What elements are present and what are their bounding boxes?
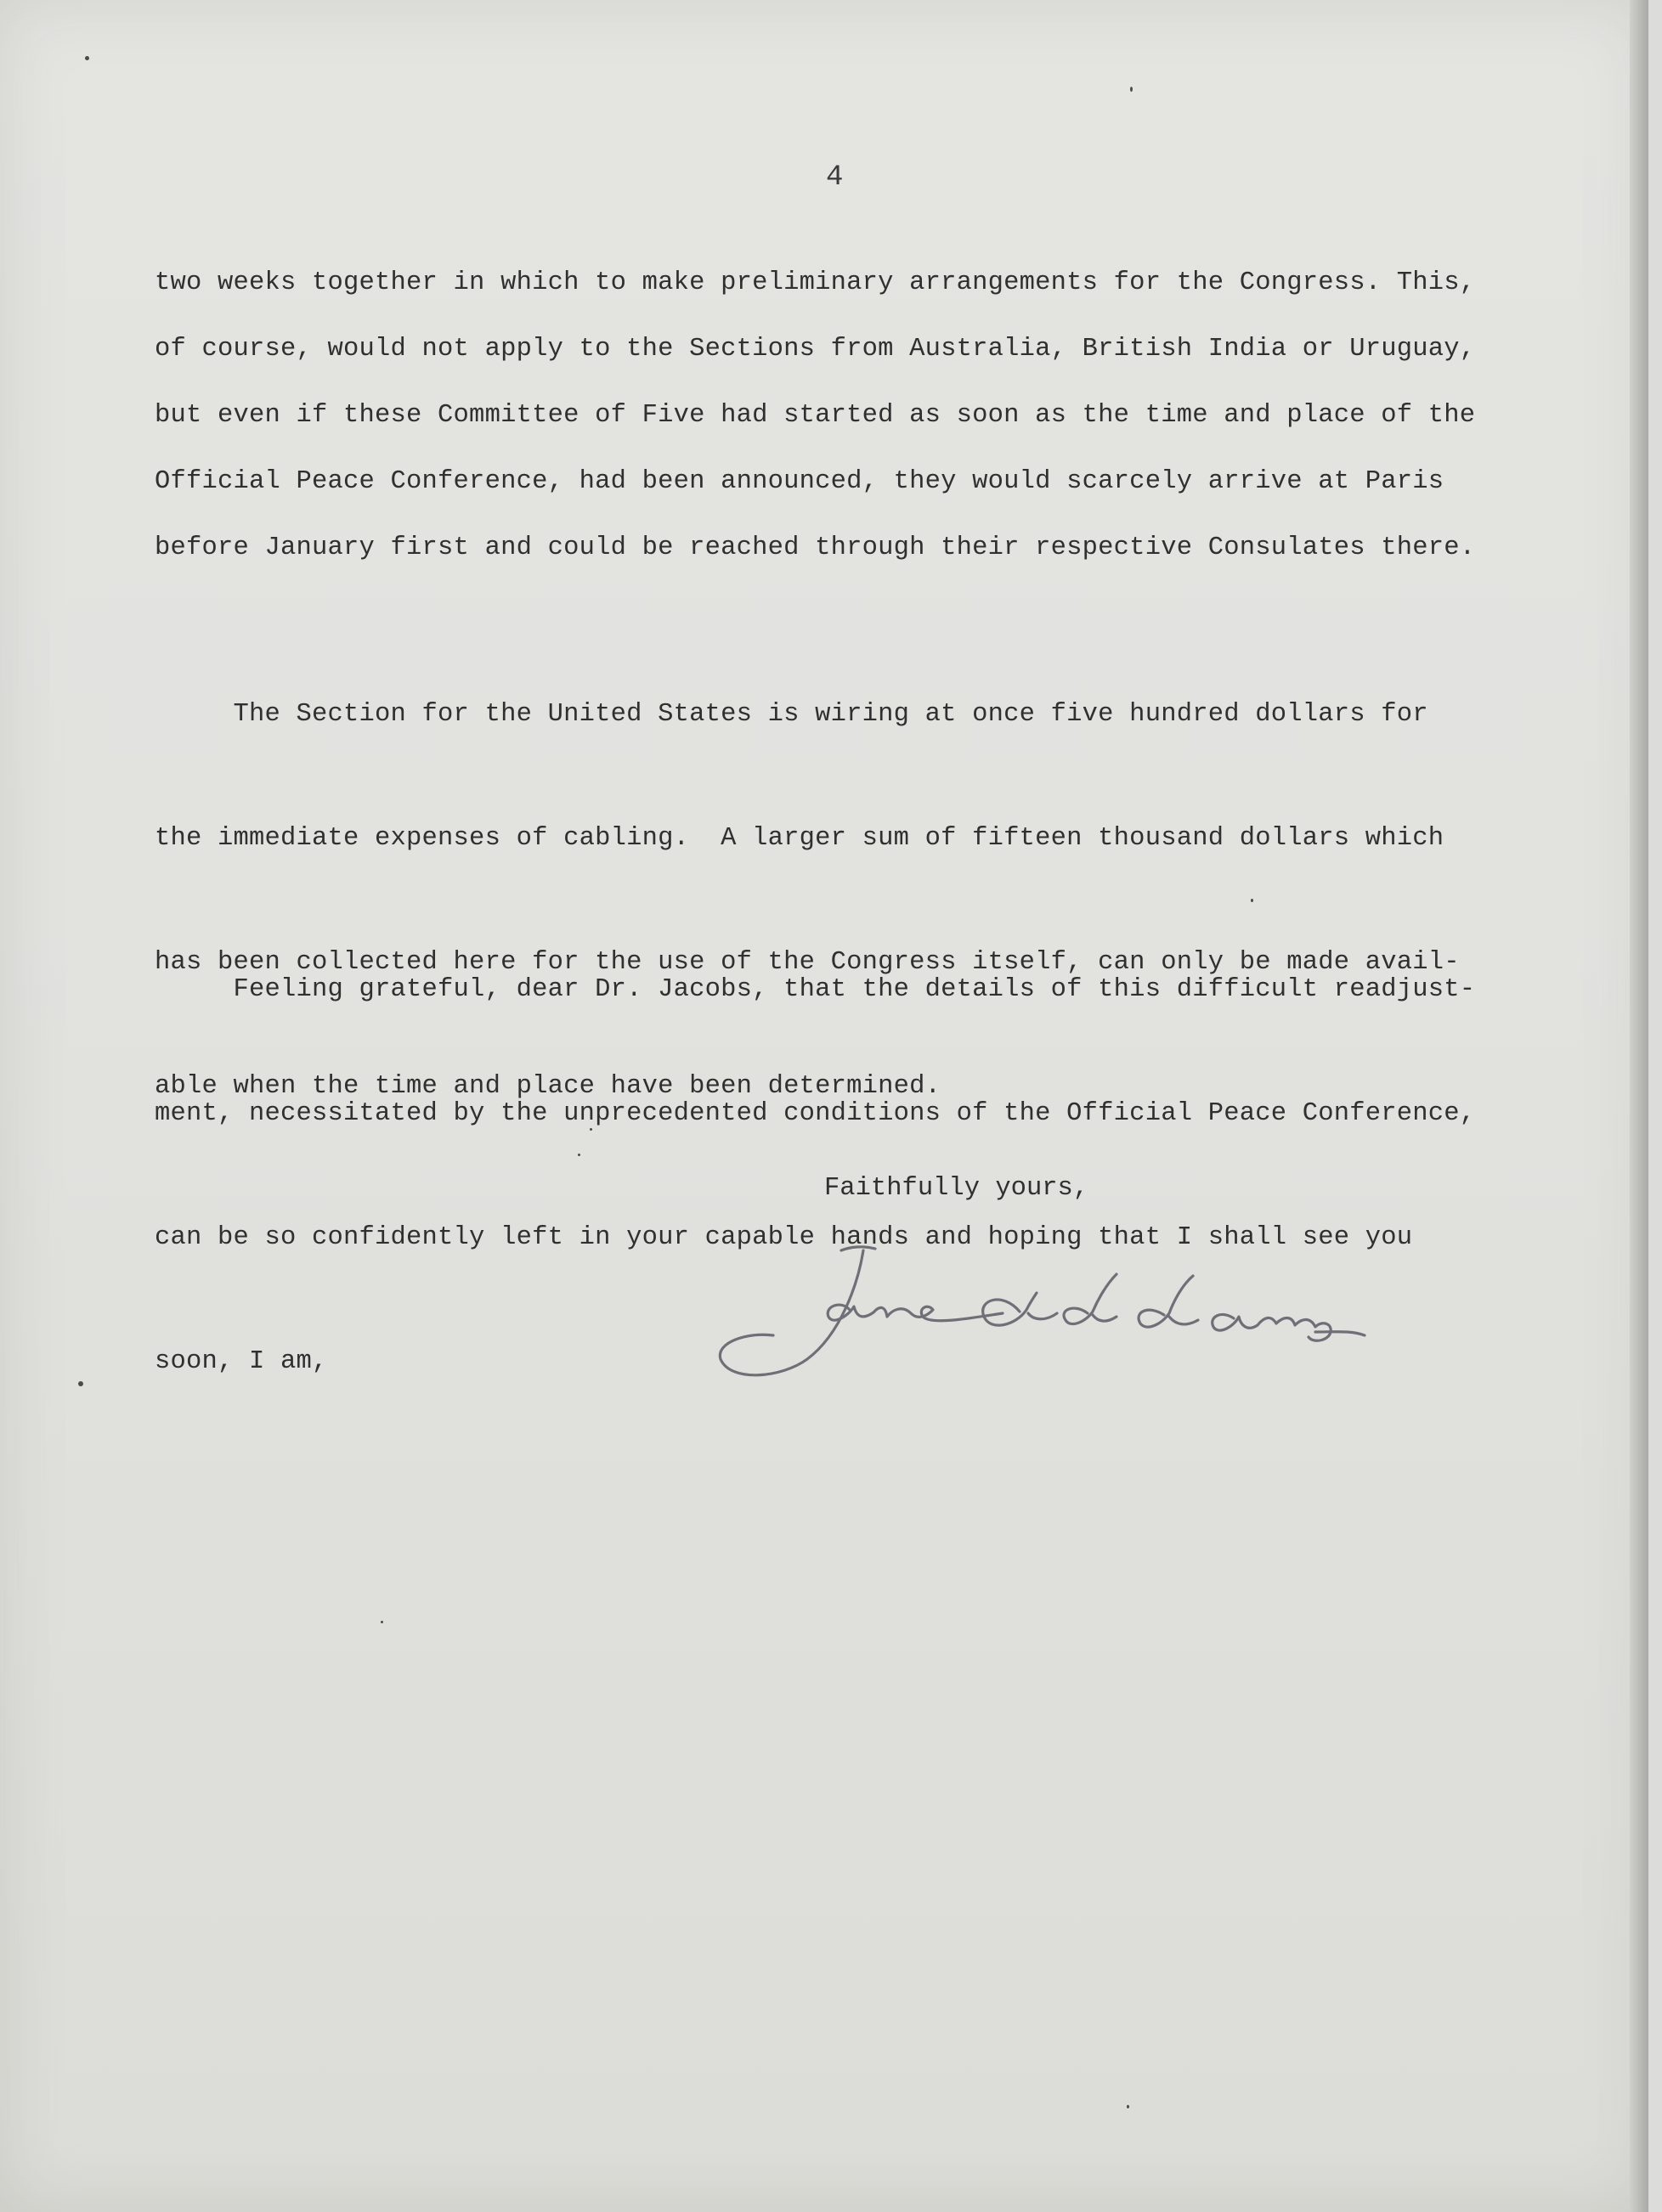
paper-speck: [1251, 899, 1253, 902]
paragraph-line: but even if these Committee of Five had started as soon as the time and place of the: [155, 401, 1476, 430]
paragraph-line: of course, would not apply to the Sections from Australia, British India or Uruguay,: [155, 335, 1476, 364]
paper-speck: [85, 56, 89, 60]
paragraph-line: ment, necessitated by the unprecedented conditions of the Official Peace Conference,: [155, 1099, 1476, 1128]
paper-speck: [578, 1154, 580, 1156]
paragraph-line: the immediate expenses of cabling. A larger sum of fifteen thousand dollars which: [155, 824, 1444, 853]
closing-salutation: Faithfully yours,: [824, 1174, 1089, 1203]
paragraph-line: can be so confidently left in your capable hands and hoping that I shall see you: [155, 1223, 1413, 1252]
paper-speck: [381, 1621, 383, 1623]
page-edge-shadow: [1630, 0, 1648, 2212]
paragraph-line: able when the time and place have been determined.: [155, 1072, 941, 1101]
paragraph-line: before January first and could be reached through their respective Consulates there.: [155, 533, 1476, 562]
paragraph-line: has been collected here for the use of the Congress itself, can only be made avail-: [155, 948, 1460, 977]
page-number: 4: [826, 161, 844, 194]
paper-speck: [590, 1128, 592, 1131]
handwritten-signature: [714, 1232, 1427, 1393]
paragraph-1: [155, 250, 1531, 581]
paper-speck: [78, 1381, 83, 1386]
paragraph-line: The Section for the United States is wiring at once five hundred dollars for: [155, 700, 1428, 729]
paragraph-line: Feeling grateful, dear Dr. Jacobs, that the details of this difficult readjust-: [155, 975, 1476, 1004]
paragraph-line: soon, I am,: [155, 1347, 328, 1376]
paper-speck: [1130, 87, 1133, 92]
paragraph-line: Official Peace Conference, had been announced, they would scarcely arrive at Paris: [155, 467, 1444, 496]
paper-speck: [1127, 2105, 1129, 2108]
paragraph-line: two weeks together in which to make preliminary arrangements for the Congress. This,: [155, 268, 1476, 297]
